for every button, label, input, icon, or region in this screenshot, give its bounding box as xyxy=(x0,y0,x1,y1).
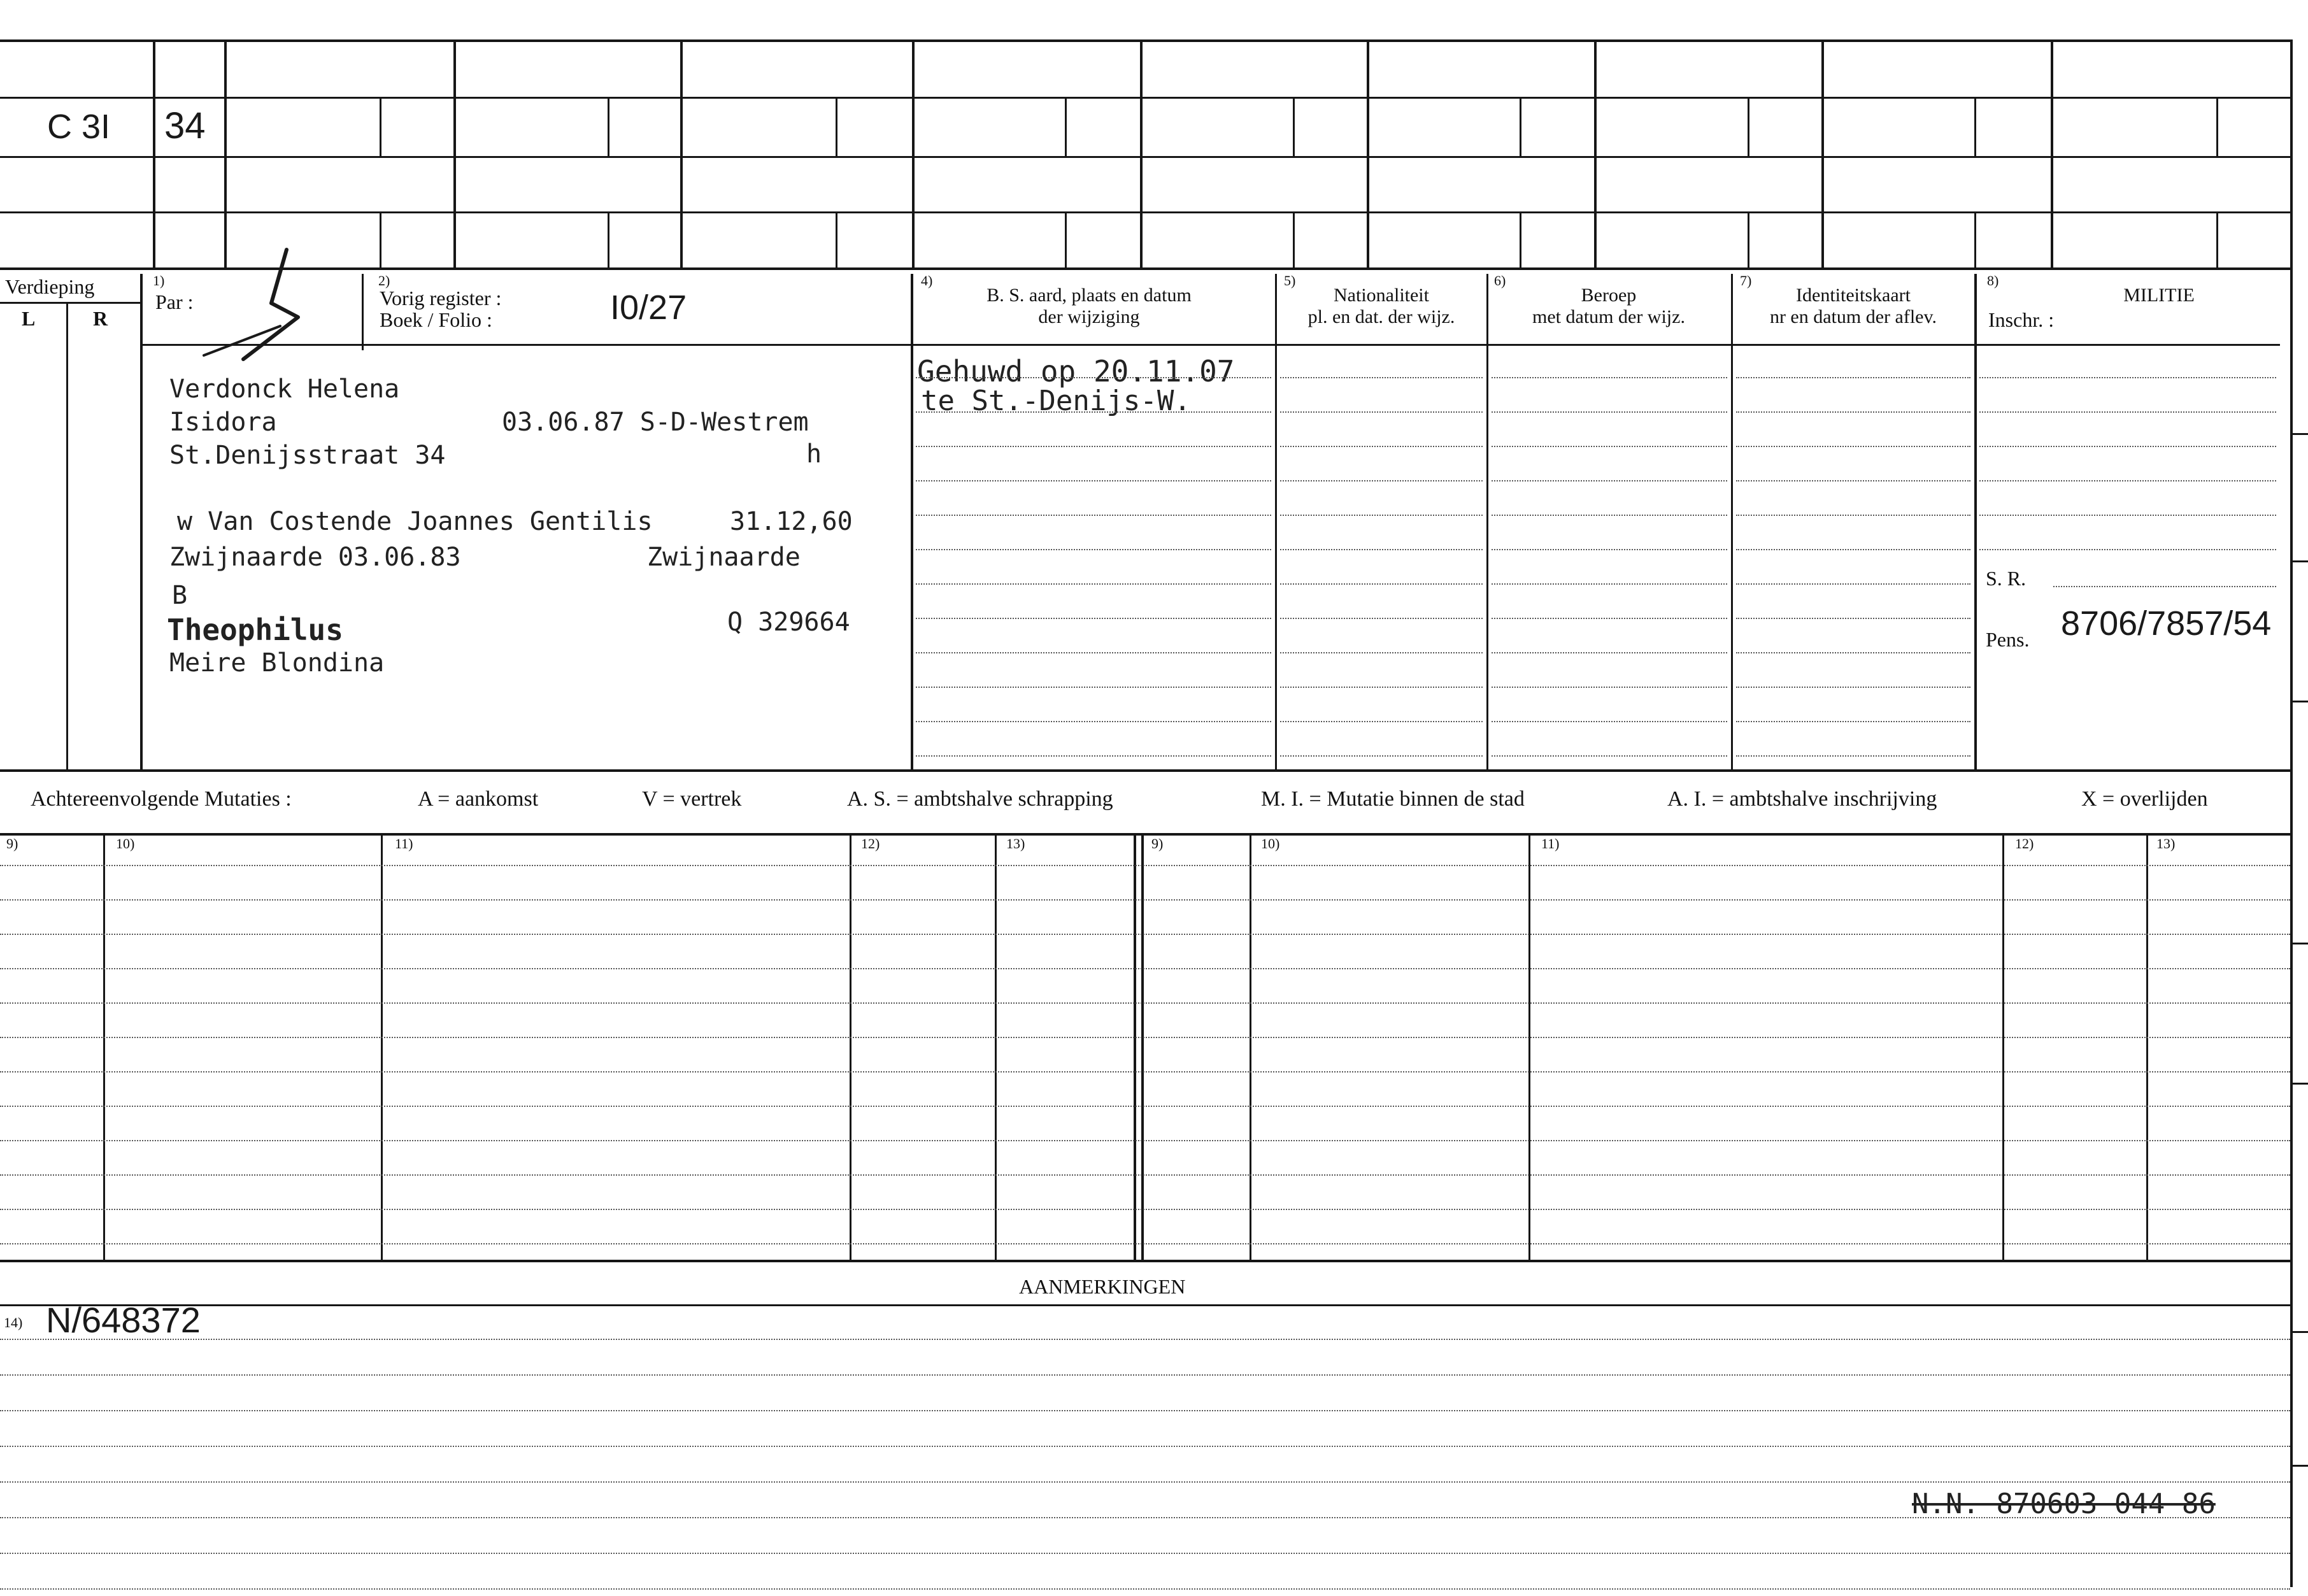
dotted-rule xyxy=(1280,755,1483,757)
mut-col11-b: 11) xyxy=(1541,836,1560,851)
dotted-rule xyxy=(1736,480,1970,481)
boek-folio-value: I0/27 xyxy=(610,289,687,327)
mut-col10-b: 10) xyxy=(1261,836,1280,851)
dotted-rule xyxy=(1492,377,1727,378)
mother-name: Meire Blondina xyxy=(169,648,385,678)
dotted-rule xyxy=(1736,755,1970,757)
dotted-rule xyxy=(1736,652,1970,653)
mut-col13-a: 13) xyxy=(1006,836,1025,851)
left-label: L xyxy=(22,307,36,330)
dotted-rule xyxy=(1492,446,1727,447)
mutation-mi: M. I. = Mutatie binnen de stad xyxy=(1261,787,1525,811)
dotted-rule xyxy=(1492,480,1727,481)
col1-number: 1) xyxy=(153,273,165,289)
dotted-rule xyxy=(1979,377,2276,378)
right-label: R xyxy=(93,307,108,330)
vorig-register-label: Vorig register : xyxy=(380,287,502,310)
dotted-rule xyxy=(0,1553,2290,1554)
mutation-a: A = aankomst xyxy=(418,787,539,811)
dotted-rule xyxy=(0,1174,2290,1176)
card-code: C 3I xyxy=(47,108,111,146)
dotted-rule xyxy=(916,583,1271,585)
civil-status-line-1: Gehuwd op 20.11.07 xyxy=(917,354,1235,388)
mut-col12-b: 12) xyxy=(2015,836,2034,851)
dotted-rule xyxy=(916,721,1271,722)
dotted-rule xyxy=(1280,549,1483,550)
dotted-rule xyxy=(1492,755,1727,757)
house-number: 34 xyxy=(164,105,206,146)
dotted-rule xyxy=(1736,721,1970,722)
dotted-rule xyxy=(1492,687,1727,688)
dotted-rule xyxy=(916,377,1271,378)
dotted-rule xyxy=(916,687,1271,688)
boek-folio-label: Boek / Folio : xyxy=(380,308,492,331)
dotted-rule xyxy=(916,446,1271,447)
dotted-rule xyxy=(1280,515,1483,516)
beroep-header-2: met datum der wijz. xyxy=(1532,306,1685,327)
col6-number: 6) xyxy=(1494,273,1506,289)
par-label: Par : xyxy=(155,290,194,313)
nationaliteit-header-1: Nationaliteit xyxy=(1334,285,1429,306)
dotted-rule xyxy=(1492,721,1727,722)
spouse-place: Zwijnaarde xyxy=(647,543,801,572)
dotted-rule xyxy=(1736,411,1970,413)
mutation-as: A. S. = ambtshalve schrapping xyxy=(847,787,1113,811)
inschrijving-label: Inschr. : xyxy=(1988,308,2055,331)
col4-number: 4) xyxy=(921,273,933,289)
person-street: St.Denijsstraat 34 xyxy=(169,441,446,470)
person-birth-date-place: 03.06.87 S-D-Westrem xyxy=(502,408,809,437)
identity-number: Q 329664 xyxy=(727,608,850,637)
dotted-rule xyxy=(0,1339,2290,1340)
dotted-rule xyxy=(1736,377,1970,378)
dotted-rule xyxy=(916,652,1271,653)
bs-header-2: der wijziging xyxy=(1038,306,1140,327)
remarks-number: 14) xyxy=(4,1315,23,1330)
dotted-rule xyxy=(1492,618,1727,619)
dotted-rule xyxy=(1492,652,1727,653)
dotted-rule xyxy=(0,1002,2290,1004)
dotted-rule xyxy=(1736,515,1970,516)
dotted-rule xyxy=(1280,480,1483,481)
dotted-rule xyxy=(916,480,1271,481)
col5-number: 5) xyxy=(1284,273,1296,289)
person-extra-name: Theophilus xyxy=(167,613,343,647)
dotted-rule xyxy=(0,1588,2290,1590)
dotted-rule xyxy=(0,1374,2290,1376)
dotted-rule xyxy=(1280,721,1483,722)
dotted-rule xyxy=(0,968,2290,969)
mut-col9-b: 9) xyxy=(1151,836,1164,851)
mut-col10-a: 10) xyxy=(116,836,135,851)
dotted-rule xyxy=(0,1209,2290,1210)
dotted-rule xyxy=(0,1243,2290,1244)
col8-number: 8) xyxy=(1987,273,1999,289)
dotted-rule xyxy=(1492,583,1727,585)
remarks-value: N/648372 xyxy=(46,1300,201,1340)
dotted-rule xyxy=(1979,446,2276,447)
mut-col9-a: 9) xyxy=(6,836,18,851)
dotted-rule xyxy=(0,1481,2290,1483)
dotted-rule xyxy=(1979,515,2276,516)
pens-value: 8706/7857/54 xyxy=(2061,604,2272,643)
dotted-rule xyxy=(0,1071,2290,1072)
dotted-rule xyxy=(916,755,1271,757)
dotted-rule xyxy=(1492,515,1727,516)
dotted-rule xyxy=(1736,549,1970,550)
par-signature-mark xyxy=(191,242,306,369)
dotted-rule xyxy=(916,618,1271,619)
dotted-rule xyxy=(0,934,2290,935)
dotted-rule xyxy=(1979,480,2276,481)
dotted-rule xyxy=(916,515,1271,516)
pens-label: Pens. xyxy=(1986,628,2030,651)
mut-col11-a: 11) xyxy=(395,836,413,851)
dotted-rule xyxy=(1979,411,2276,413)
identiteitskaart-header-2: nr en datum der aflev. xyxy=(1769,306,1937,327)
dotted-rule xyxy=(1736,687,1970,688)
verdieping-label: Verdieping xyxy=(5,275,95,298)
dotted-rule xyxy=(1280,618,1483,619)
militie-header: MILITIE xyxy=(2123,285,2195,306)
dotted-rule xyxy=(0,1037,2290,1038)
remarks-title: AANMERKINGEN xyxy=(1019,1275,1186,1298)
dotted-rule xyxy=(1280,583,1483,585)
dotted-rule xyxy=(0,899,2290,901)
col2-number: 2) xyxy=(378,273,390,289)
col7-number: 7) xyxy=(1740,273,1752,289)
spouse-name: w Van Costende Joannes Gentilis xyxy=(177,507,653,536)
dotted-rule xyxy=(1280,377,1483,378)
person-line-name: Verdonck Helena xyxy=(169,374,400,404)
dotted-rule xyxy=(1736,583,1970,585)
mutation-x: X = overlijden xyxy=(2081,787,2208,811)
person-line-firstname: Isidora xyxy=(169,408,277,437)
identiteitskaart-header-1: Identiteitskaart xyxy=(1796,285,1911,306)
dotted-rule xyxy=(1280,446,1483,447)
dotted-rule xyxy=(1492,549,1727,550)
dotted-rule xyxy=(0,1106,2290,1107)
dotted-rule xyxy=(1280,652,1483,653)
civil-status-line-2: te St.-Denijs-W. xyxy=(921,385,1191,417)
beroep-header-1: Beroep xyxy=(1581,285,1637,306)
sr-label: S. R. xyxy=(1986,567,2027,590)
dotted-rule xyxy=(1979,549,2276,550)
mutation-v: V = vertrek xyxy=(642,787,742,811)
nationaliteit-header-2: pl. en dat. der wijz. xyxy=(1307,306,1455,327)
dotted-rule xyxy=(1280,411,1483,413)
dotted-rule xyxy=(0,1410,2290,1411)
dotted-rule xyxy=(1736,446,1970,447)
spouse-date: 31.12,60 xyxy=(730,507,853,536)
dotted-rule xyxy=(1736,618,1970,619)
person-mark: h xyxy=(806,439,822,469)
dotted-rule xyxy=(0,1140,2290,1141)
dotted-rule xyxy=(0,1446,2290,1447)
mutations-title: Achtereenvolgende Mutaties : xyxy=(31,787,292,811)
national-number: N.N. 870603 044 86 xyxy=(1912,1488,2216,1520)
dotted-rule xyxy=(916,411,1271,413)
person-letter: B xyxy=(172,581,188,610)
mutation-ai: A. I. = ambtshalve inschrijving xyxy=(1667,787,1937,811)
spouse-place-date: Zwijnaarde 03.06.83 xyxy=(169,543,461,572)
dotted-rule xyxy=(0,865,2290,866)
dotted-rule xyxy=(1280,687,1483,688)
dotted-rule xyxy=(1492,411,1727,413)
bs-header-1: B. S. aard, plaats en datum xyxy=(987,285,1192,306)
mut-col13-b: 13) xyxy=(2156,836,2176,851)
mut-col12-a: 12) xyxy=(861,836,880,851)
dotted-rule xyxy=(916,549,1271,550)
